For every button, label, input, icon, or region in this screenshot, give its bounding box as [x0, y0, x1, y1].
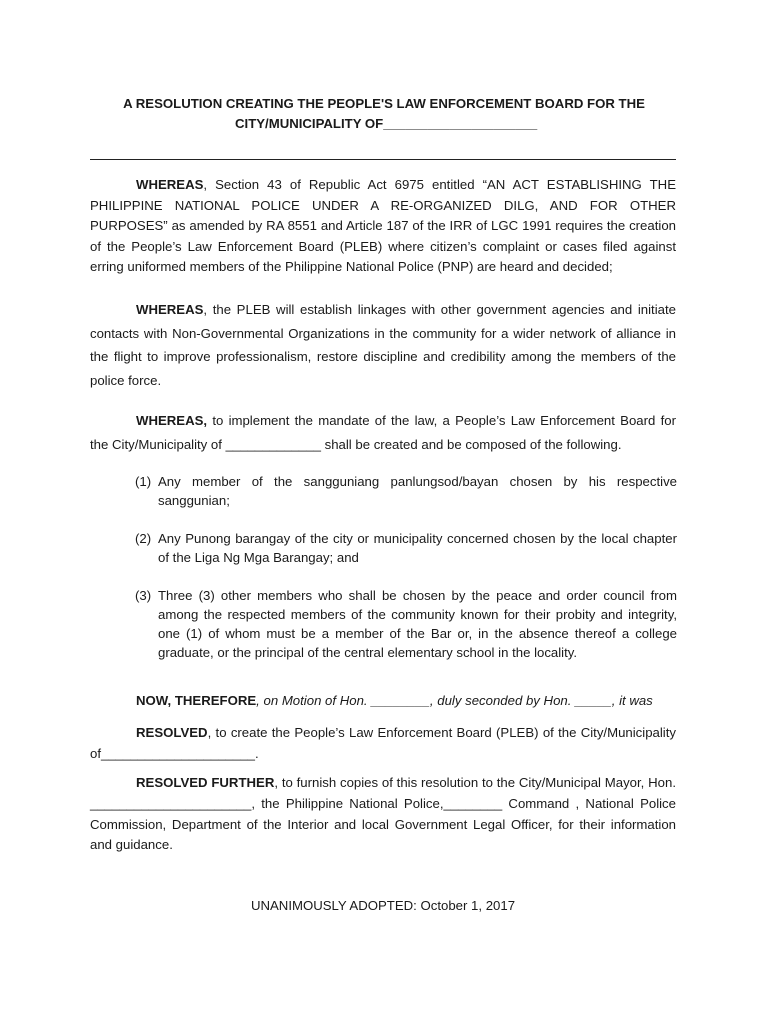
now-therefore-text: , on Motion of Hon. ________, duly seconded by Hon. _____, it was — [256, 693, 653, 708]
resolved-text: , to create the People’s Law Enforcement Board (PLEB) of the City/Municipality of_____________________. — [90, 725, 676, 761]
whereas-lead-2: WHEREAS — [136, 302, 204, 317]
list-item — [135, 472, 677, 510]
list-item — [135, 529, 677, 567]
whereas-clause-3 — [90, 409, 676, 457]
list-text: Any member of the sangguniang panlungsod/bayan chosen by his respective sanggunian; — [158, 474, 677, 508]
list-item — [135, 586, 677, 662]
list-number: (1) — [135, 474, 152, 489]
resolved-further-clause — [90, 773, 676, 856]
separator-line — [90, 159, 676, 160]
list-number: (3) — [135, 588, 152, 603]
whereas-clause-2 — [90, 298, 676, 392]
list-text: Three (3) other members who shall be chosen by the peace and order council from among the respected members of the community known for their probity and integrity, one (1) of whom must be a member of the Bar or, in the absence thereof a college graduate, or the principal of the central elementary school in the locality. — [158, 588, 677, 660]
whereas-text-3: to implement the mandate of the law, a People’s Law Enforcement Board for the City/Municipality of _____________ shall be created and be composed of the following. — [90, 413, 676, 452]
adoption-date: UNANIMOUSLY ADOPTED: October 1, 2017 — [250, 898, 516, 913]
title-line-2: CITY/MUNICIPALITY OF_____________________ — [235, 116, 538, 131]
now-therefore-lead: NOW, THEREFORE — [136, 693, 257, 708]
whereas-clause-1 — [90, 175, 676, 278]
list-text: Any Punong barangay of the city or municipality concerned chosen by the local chapter of the Liga Ng Mga Barangay; and — [158, 531, 677, 565]
list-number: (2) — [135, 531, 152, 546]
now-therefore-clause — [90, 691, 676, 711]
whereas-text-2: , the PLEB will establish linkages with other government agencies and initiate contacts with Non-Governmental Organizations in the community for a wider network of alliance in the flight to improve professionalism, restore discipline and credibility among the members of the police force. — [90, 302, 676, 388]
resolution-title — [90, 94, 678, 134]
resolved-clause — [90, 722, 676, 764]
title-line-1: A RESOLUTION CREATING THE PEOPLE'S LAW ENFORCEMENT BOARD FOR THE — [123, 96, 645, 111]
resolved-further-lead: RESOLVED FURTHER — [136, 775, 275, 790]
whereas-lead-1: WHEREAS — [136, 177, 204, 192]
whereas-lead-3: WHEREAS, — [136, 413, 208, 428]
whereas-text-1: , Section 43 of Republic Act 6975 entitled “AN ACT ESTABLISHING THE PHILIPPINE NATIONAL POLICE UNDER A RE-ORGANIZED DILG, AND FOR OTHER PURPOSES” as amended by RA 8551 and Article 187 of the IRR of LGC 1991 requires the creation of the People’s Law Enforcement Board (PLEB) where citizen’s complaint or cases filed against erring uniformed members of the Philippine National Police (PNP) are heard and decided; — [90, 177, 676, 275]
resolved-lead: RESOLVED — [136, 725, 208, 740]
resolved-further-text: , to furnish copies of this resolution to the City/Municipal Mayor, Hon. ______________________, the Philippine National Police,________ Command , National Police Commission, Department of the Interior and local Government Legal Officer, for their information and guidance. — [90, 775, 676, 853]
